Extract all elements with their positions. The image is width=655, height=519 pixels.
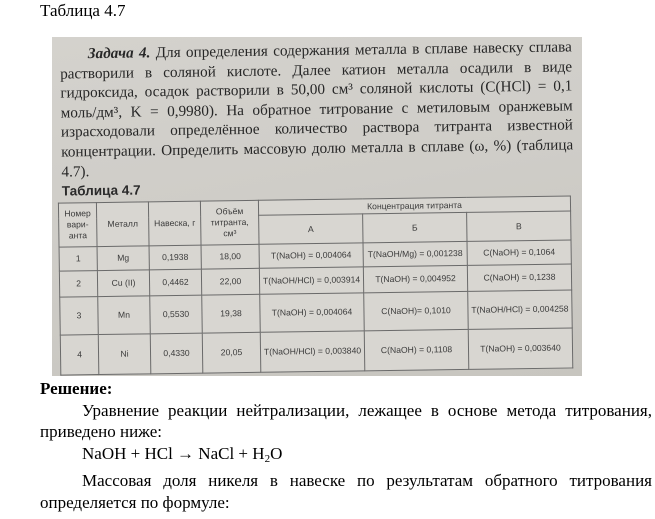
header-mass: Навеска, г [148, 201, 201, 246]
cell-volume: 22,00 [201, 268, 259, 295]
header-col-a: А [259, 214, 363, 244]
cell-variant: 3 [60, 297, 99, 336]
cell-conc-b: С(NaOH)= 0,1010 [364, 291, 469, 330]
cell-metal: Cu (II) [97, 270, 149, 297]
table-row [60, 328, 573, 375]
task-heading: Задача 4. [87, 44, 151, 63]
cell-volume: 19,38 [202, 294, 261, 333]
header-col-b: Б [363, 212, 467, 242]
cell-mass: 0,5530 [150, 295, 203, 334]
textbook-page [52, 37, 582, 376]
header-col-c: В [467, 211, 571, 241]
cell-conc-a: Т(NaOH) = 0,004064 [259, 243, 363, 268]
textbook-photo [52, 37, 582, 376]
cell-variant: 2 [59, 271, 97, 298]
header-variant: Номер вари-анта [58, 203, 97, 248]
equation-left: NaOH + HCl → NaCl + H [82, 443, 265, 463]
solution-section [40, 378, 652, 513]
reaction-equation [40, 443, 652, 471]
table-title: Таблица 4.7 [61, 182, 141, 199]
cell-metal: Ni [98, 334, 151, 375]
cell-metal: Mg [97, 246, 149, 271]
cell-volume: 20,05 [202, 332, 261, 373]
solution-paragraph-reaction: Уравнение реакции нейтрализации, лежащее в основе метода титрования, приведено ниже: [40, 400, 652, 441]
header-volume: Объём титранта, см³ [200, 200, 259, 245]
task-text: Для определения содержания металла в сплаве навеску сплава растворили в соляной кислоте. Далее катион металла осадили в виде гидроксида, осадок растворили в 50,00 см³ соляной кислоты (С(HCl) = 0,1 моль/дм³, K = 0,9980). На обратное титрование с метиловым оранжевым израсходовали определённое количество раствора титранта известной концентрации. Определить массовую долю металла в сплаве (ω, %) (таблица 4.7). [60, 38, 574, 181]
cell-conc-b: Т(NaOH) = 0,004952 [363, 265, 467, 292]
cell-metal: Mn [98, 296, 151, 335]
cell-conc-c: С(NaOH) = 0,1064 [467, 240, 571, 265]
header-metal: Металл [96, 202, 149, 247]
solution-paragraph-formula: Массовая доля никеля в навеске по результатам обратного титрования определяется по формуле: [40, 471, 652, 512]
cell-conc-a: Т(NaOH/HCl) = 0,003840 [260, 331, 365, 372]
equation-subscript: 2 [264, 452, 271, 465]
cell-volume: 18,00 [201, 244, 259, 269]
variants-table [58, 195, 573, 375]
cell-conc-c: Т(NaOH) = 0,003640 [468, 328, 573, 369]
cell-mass: 0,1938 [149, 245, 201, 270]
cell-conc-b: С(NaOH) = 0,1108 [364, 329, 469, 370]
cell-variant: 4 [60, 335, 99, 376]
cell-mass: 0,4330 [150, 333, 203, 374]
document-caption: Таблица 4.7 [40, 1, 126, 20]
solution-heading: Решение: [40, 379, 113, 398]
cell-conc-c: Т(NaOH/HCl) = 0,004258 [468, 290, 573, 329]
cell-mass: 0,4462 [149, 269, 201, 296]
cell-conc-a: Т(NaOH) = 0,004064 [260, 293, 365, 332]
task-paragraph [60, 37, 574, 181]
cell-conc-c: С(NaOH) = 0,1238 [467, 264, 571, 291]
cell-conc-b: Т(NaOH/Mg) = 0,001238 [363, 241, 467, 266]
header-concentration: Концентрация титранта [258, 196, 570, 215]
cell-conc-a: Т(NaOH/HCl) = 0,003914 [259, 267, 363, 294]
equation-right: O [270, 443, 283, 463]
cell-variant: 1 [59, 247, 97, 272]
